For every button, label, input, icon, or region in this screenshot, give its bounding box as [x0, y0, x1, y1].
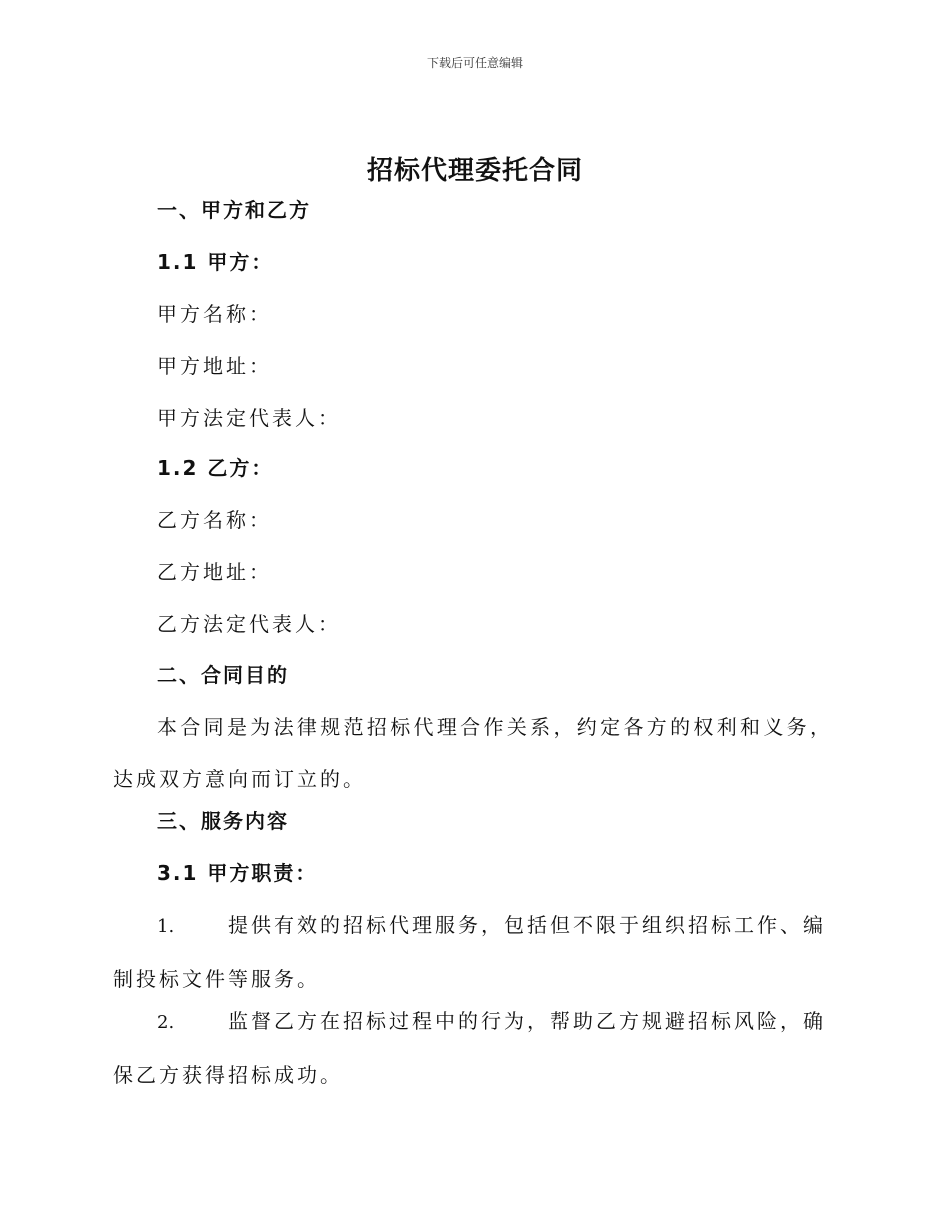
- list-item-number: 1.: [157, 916, 175, 937]
- header-note: 下载后可任意编辑: [426, 56, 523, 70]
- list-item: [113, 899, 833, 1005]
- party-b-address-label: 乙方地址：: [157, 560, 272, 584]
- section-1-heading: 一、甲方和乙方: [157, 198, 311, 222]
- section-3-heading: 三、服务内容: [157, 809, 289, 833]
- party-a-address-label: 甲方地址：: [157, 354, 272, 378]
- list-item-text: 提供有效的招标代理服务，包括但不限于组织招标工作、编制投标文件等服务。: [113, 913, 826, 991]
- list-item: [113, 995, 833, 1101]
- party-b-name-label: 乙方名称：: [157, 508, 272, 532]
- list-item-text: 监督乙方在招标过程中的行为，帮助乙方规避招标风险，确保乙方获得招标成功。: [113, 1009, 826, 1087]
- section-1-2-heading: 1.2 乙方：: [157, 456, 274, 480]
- section-1-1-heading: 1.1 甲方：: [157, 250, 274, 274]
- list-item-number: 2.: [157, 1012, 175, 1033]
- party-a-rep-label: 甲方法定代表人：: [157, 406, 341, 430]
- party-b-rep-label: 乙方法定代表人：: [157, 612, 341, 636]
- section-2-heading: 二、合同目的: [157, 663, 289, 687]
- section-3-1-heading: 3.1 甲方职责：: [157, 861, 318, 885]
- document-title: 招标代理委托合同: [366, 156, 583, 186]
- section-2-body: 本合同是为法律规范招标代理合作关系，约定各方的权利和义务，达成双方意向而订立的。: [113, 715, 833, 791]
- party-a-name-label: 甲方名称：: [157, 302, 272, 326]
